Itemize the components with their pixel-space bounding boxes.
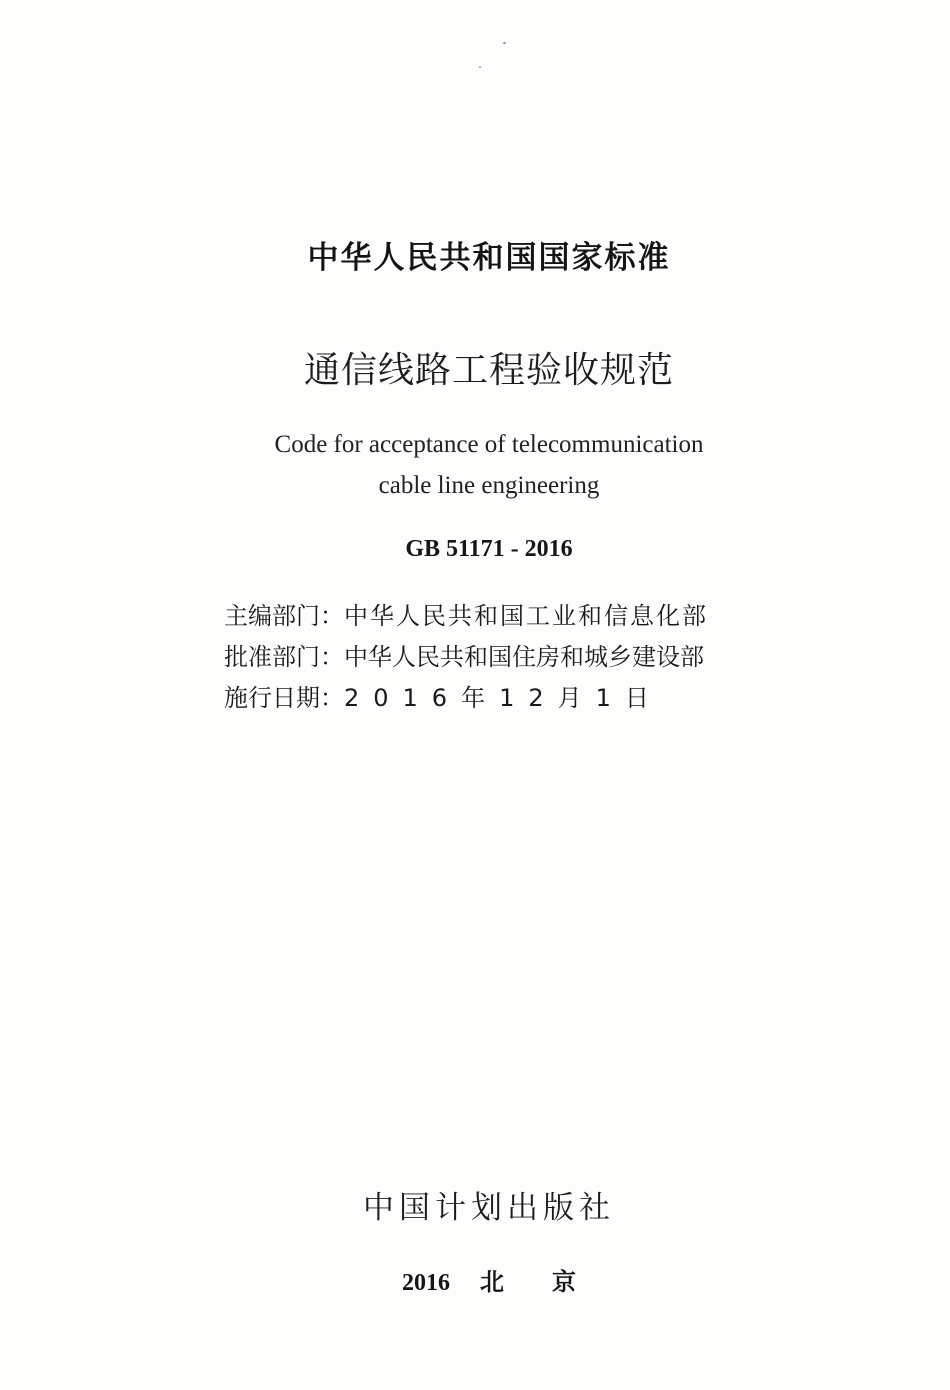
editor-label: 主编部门： (224, 602, 344, 630)
imprint-city-part1: 北 (480, 1268, 504, 1296)
editor-value: 中华人民共和国工业和信息化部 (344, 602, 708, 630)
effective-label: 施行日期： (224, 684, 344, 712)
title-english-line2: cable line engineering (378, 472, 600, 499)
approver-value: 中华人民共和国住房和城乡建设部 (344, 643, 704, 671)
imprint-year: 2016 (402, 1270, 450, 1296)
approver-label: 批准部门： (224, 643, 344, 671)
national-standard-heading: 中华人民共和国国家标准 (307, 240, 671, 276)
title-chinese: 通信线路工程验收规范 (303, 350, 674, 391)
scan-speck (479, 66, 481, 68)
publisher-name: 中国计划出版社 (363, 1190, 615, 1226)
standard-code: GB 51171 - 2016 (405, 536, 573, 562)
title-english-line1: Code for acceptance of telecommunication (274, 431, 704, 458)
effective-date-row (224, 678, 708, 719)
scan-speck (503, 42, 506, 44)
imprint-city-part2: 京 (552, 1268, 576, 1296)
title-english (0, 424, 950, 506)
approver-row (224, 637, 708, 678)
imprint (0, 1262, 950, 1297)
editor-row (224, 596, 708, 637)
publication-meta (224, 596, 708, 719)
effective-value: 2016年12月1日 (344, 684, 663, 712)
